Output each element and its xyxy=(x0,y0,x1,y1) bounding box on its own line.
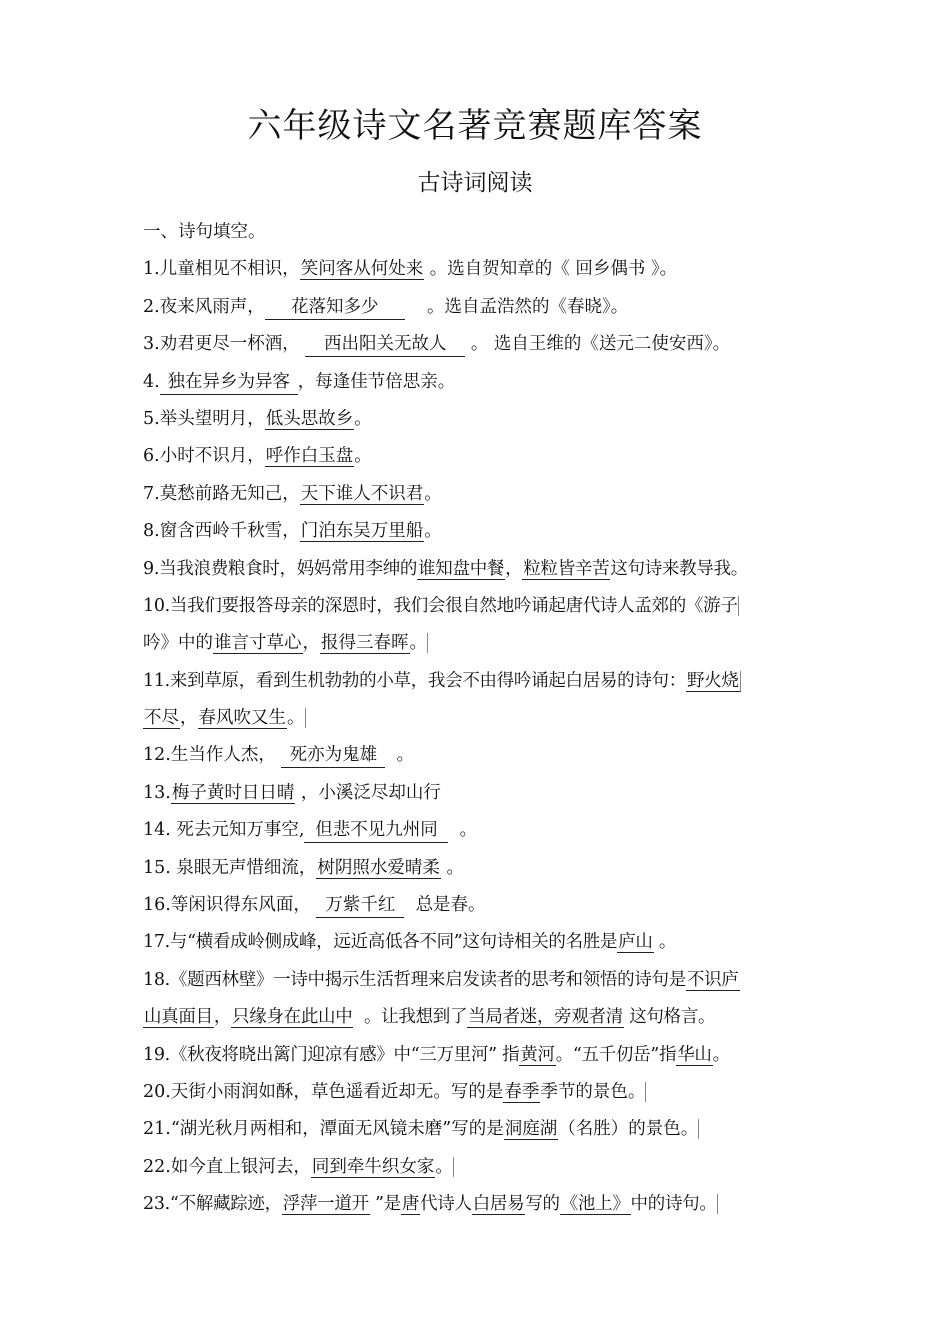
question-text: 。 xyxy=(424,521,442,542)
answer-blank: 洞庭湖 xyxy=(504,1119,558,1140)
question-1 xyxy=(143,251,823,288)
question-12 xyxy=(143,737,823,774)
question-5 xyxy=(143,401,823,438)
question-text: 吟》中的 xyxy=(143,633,213,654)
answer-blank: 不识庐 xyxy=(686,969,739,990)
question-text: 。让我想到了 xyxy=(363,1007,468,1028)
question-text: 15. 泉眼无声惜细流， xyxy=(143,857,317,878)
question-18-line-1 xyxy=(143,962,823,999)
question-list xyxy=(143,214,823,1224)
answer-blank: 春季 xyxy=(504,1081,540,1102)
answer-blank: 天下谁人不识君 xyxy=(300,483,424,504)
question-text: 2.夜来风雨声， xyxy=(143,296,265,317)
question-text: ，每逢佳节倍思亲。 xyxy=(297,371,456,392)
question-text: 中的诗句。 xyxy=(630,1194,717,1215)
answer-blank: 同到牵牛织女家 xyxy=(311,1156,435,1177)
question-2 xyxy=(143,289,823,326)
question-text: 。 xyxy=(435,1156,453,1177)
answer-blank: 唐 xyxy=(401,1194,420,1215)
answer-blank: 不尽 xyxy=(144,708,179,729)
question-text: 18.《题西林壁》一诗中揭示生活哲理来启发读者的思考和领悟的诗句是 xyxy=(143,969,686,990)
answer-blank: 花落知多少 xyxy=(265,295,405,320)
question-text: ， xyxy=(302,633,320,654)
question-20 xyxy=(143,1074,823,1111)
question-6 xyxy=(143,438,823,475)
question-text: 这句格言。 xyxy=(629,1007,716,1028)
answer-blank: 当局者迷，旁观者清 xyxy=(468,1007,623,1028)
question-text: 。 xyxy=(409,633,427,654)
question-14 xyxy=(143,812,823,849)
question-text: 1.儿童相见不相识， xyxy=(143,259,300,280)
question-text: 。选自孟浩然的《春晓》。 xyxy=(426,296,629,317)
answer-blank: 谁言寸草心 xyxy=(214,633,302,654)
question-text: 21.“湖光秋月两相和，潭面无风镜未磨”写的是 xyxy=(143,1119,504,1140)
answer-blank: 独在异乡为异客 xyxy=(160,370,298,395)
question-text: 。 xyxy=(446,857,464,878)
question-text: 。 xyxy=(658,932,677,953)
question-text: 7.莫愁前路无知己， xyxy=(143,483,300,504)
answer-blank: 死亦为鬼雄 xyxy=(281,743,385,768)
answer-blank: 《池上》 xyxy=(560,1194,630,1215)
question-text: ，小溪泛尽却山行 xyxy=(300,782,441,803)
section-heading: 一、诗句填空。 xyxy=(143,222,266,242)
question-text: 10.当我们要报答母亲的深恩时，我们会很自然地吟诵起唐代诗人孟郊的《游子 xyxy=(143,595,738,616)
answer-blank: 谁知盘中餐 xyxy=(418,558,505,579)
answer-blank: 门泊东吴万里船 xyxy=(300,521,424,542)
question-text: 4. xyxy=(143,371,160,392)
question-19 xyxy=(143,1037,823,1074)
question-text: ， xyxy=(505,558,523,579)
question-text: 总是春。 xyxy=(415,895,486,916)
question-text: 。 xyxy=(354,408,372,429)
answer-blank: 春风吹又生 xyxy=(198,708,286,729)
question-text: 。 xyxy=(459,820,478,841)
question-17 xyxy=(143,924,823,961)
question-text: ”是 xyxy=(375,1194,401,1215)
question-text: 17.与“横看成岭侧成峰，远近高低各不同”这句诗相关的名胜是 xyxy=(143,932,618,953)
answer-blank: 庐山 xyxy=(618,932,653,953)
question-text: 19.《秋夜将晓出篱门迎凉有感》中“三万里河” 指 xyxy=(143,1044,520,1065)
question-text: 季节的景色。 xyxy=(540,1081,646,1102)
question-4 xyxy=(143,364,823,401)
answer-blank: 粒粒皆辛苦 xyxy=(523,558,610,579)
question-text: 。选自贺知章的《 xyxy=(429,259,570,280)
question-text: 8.窗含西岭千秋雪， xyxy=(143,521,300,542)
question-22 xyxy=(143,1149,823,1186)
question-text: 16.等闲识得东风面， xyxy=(143,895,311,916)
answer-blank: 黄河 xyxy=(520,1044,555,1065)
question-text: ， xyxy=(213,1007,232,1028)
question-text: 。 xyxy=(354,446,372,467)
question-text: 11.来到草原，看到生机勃勃的小草，我会不由得吟诵起白居易的诗句： xyxy=(143,670,686,691)
question-text: 。 xyxy=(712,1044,730,1065)
question-11-line-2 xyxy=(143,700,823,737)
question-9 xyxy=(143,551,823,588)
answer-blank: 山真面目 xyxy=(144,1007,213,1028)
answer-blank: 野火烧 xyxy=(686,670,739,691)
answer-blank: 万紫千红 xyxy=(316,893,404,918)
question-text: 》。 xyxy=(650,259,678,280)
question-text: ， xyxy=(180,708,198,729)
question-11-line-1 xyxy=(143,663,823,700)
answer-blank: 梅子黄时日日晴 xyxy=(171,782,295,803)
question-text: （名胜）的景色。 xyxy=(558,1119,699,1140)
answer-blank: 呼作白玉盘 xyxy=(265,446,354,467)
question-text: 3.劝君更尽一杯酒， xyxy=(143,334,300,355)
question-16 xyxy=(143,887,823,924)
question-text: 。 xyxy=(424,483,442,504)
question-text: 9.当我浪费粮食时，妈妈常用李绅的 xyxy=(143,558,418,579)
answer-blank: 低头思故乡 xyxy=(265,408,354,429)
answer-blank: 树阴照水爱晴柔 xyxy=(317,857,440,878)
question-text: 14. 死去元知万事空, xyxy=(143,820,305,841)
question-7 xyxy=(143,476,823,513)
question-18-line-2 xyxy=(143,999,823,1036)
question-10-line-1 xyxy=(143,588,823,625)
question-21 xyxy=(143,1111,823,1148)
answer-blank: 回乡偶书 xyxy=(575,259,646,280)
question-10-line-2 xyxy=(143,625,823,662)
answer-blank: 笑问客从何处来 xyxy=(300,259,424,280)
question-text: 12.生当作人杰， xyxy=(143,745,276,766)
question-text: 写的 xyxy=(525,1194,560,1215)
page-title: 六年级诗文名著竞赛题库答案 xyxy=(247,106,703,146)
question-8 xyxy=(143,513,823,550)
section-subtitle: 古诗词阅读 xyxy=(417,170,533,196)
question-23 xyxy=(143,1186,823,1223)
question-text: 。 xyxy=(287,708,305,729)
answer-blank: 西出阳关无故人 xyxy=(305,332,465,357)
question-text: 这句诗来教导我。 xyxy=(610,558,748,579)
answer-blank: 华山 xyxy=(677,1044,712,1065)
answer-blank: 但悲不见九州同 xyxy=(304,818,448,843)
question-text: 。 选自王维的《送元二使安西》。 xyxy=(470,334,731,355)
answer-blank: 浮萍一道开 xyxy=(282,1194,369,1215)
question-text: 13. xyxy=(143,782,171,803)
question-text: 。 xyxy=(396,745,415,766)
answer-blank: 只缘身在此山中 xyxy=(232,1007,353,1028)
question-text: 。“五千仞岳”指 xyxy=(555,1044,677,1065)
question-text: 23.“不解藏踪迹， xyxy=(143,1194,282,1215)
answer-blank: 白居易 xyxy=(472,1194,525,1215)
question-text: 代诗人 xyxy=(420,1194,472,1215)
question-text: 6.小时不识月， xyxy=(143,446,265,467)
question-text: 5.举头望明月， xyxy=(143,408,265,429)
question-15 xyxy=(143,850,823,887)
answer-blank: 报得三春晖 xyxy=(321,633,409,654)
question-text: 22.如今直上银河去， xyxy=(143,1156,311,1177)
question-text: 20.天街小雨润如酥，草色遥看近却无。写的是 xyxy=(143,1081,504,1102)
question-3 xyxy=(143,326,823,363)
question-13 xyxy=(143,775,823,812)
